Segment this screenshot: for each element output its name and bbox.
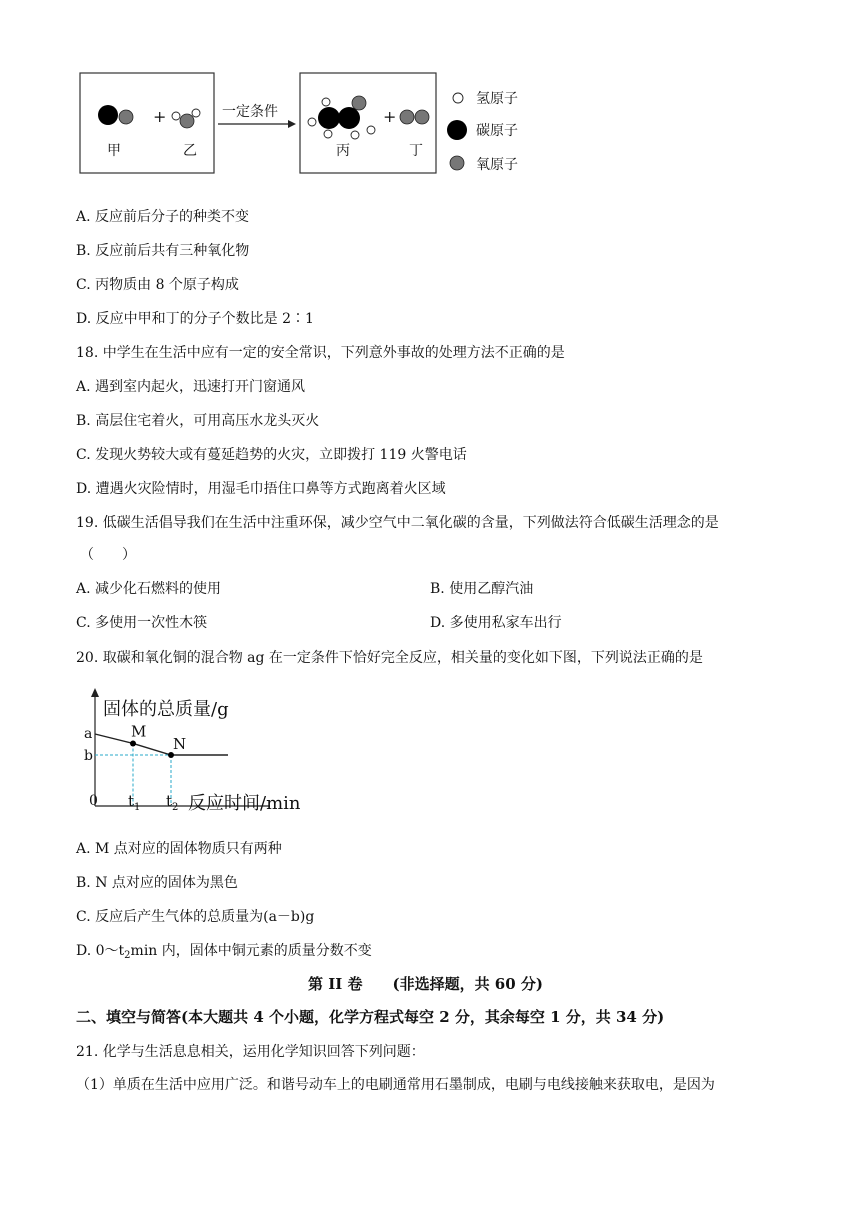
hydrogen-atom [322, 98, 330, 106]
point-m-label: M [131, 722, 147, 741]
reaction-diagram [0, 0, 860, 185]
q19-option-c: C. 多使用一次性木筷 [76, 615, 208, 631]
x-axis-label: 反应时间/min [188, 793, 301, 814]
product-c-label: 丙 [336, 143, 350, 159]
q19-option-d: D. 多使用私家车出行 [430, 615, 562, 631]
x-tick-t2: $t_2$ [166, 792, 179, 813]
mass-time-chart [0, 688, 860, 828]
plus-sign: + [383, 107, 397, 126]
oxygen-atom [119, 110, 133, 124]
q17-option-b: B. 反应前后共有三种氧化物 [76, 243, 250, 259]
reactant-a-label: 甲 [107, 143, 121, 159]
q18-option-d: D. 遭遇火灾险情时，用湿毛巾捂住口鼻等方式跑离着火区域 [76, 481, 446, 497]
q19-option-a: A. 减少化石燃料的使用 [76, 581, 222, 597]
q18-option-b: B. 高层住宅着火，可用高压水龙头灭火 [76, 413, 320, 429]
q20-option-c: C. 反应后产生气体的总质量为(a－b)g [76, 909, 315, 925]
reactant-b-label: 乙 [183, 143, 197, 159]
q18-option-a: A. 遇到室内起火，迅速打开门窗通风 [76, 379, 306, 395]
oxygen-atom [180, 114, 194, 128]
carbon-atom [318, 107, 340, 129]
q20-option-a: A. M 点对应的固体物质只有两种 [76, 841, 282, 857]
q20-option-d-prefix: D. 0～t [76, 943, 125, 959]
carbon-atom [338, 107, 360, 129]
legend-hydrogen-icon [453, 93, 463, 103]
y-axis-label: 固体的总质量/g [103, 699, 229, 720]
legend-carbon-icon [447, 120, 467, 140]
legend-oxygen-icon [450, 156, 464, 170]
legend-oxygen-label: 氧原子 [476, 157, 518, 173]
q20-stem: 20. 取碳和氧化铜的混合物 ag 在一定条件下恰好完全反应，相关量的变化如下图，下列说法正确的是 [76, 650, 703, 666]
point-n-label: N [173, 735, 187, 753]
q19-answer-paren: （ ） [80, 547, 136, 563]
q18-option-c: C. 发现火势较大或有蔓延趋势的火灾，立即拨打 119 火警电话 [76, 447, 467, 463]
q18-stem: 18. 中学生在生活中应有一定的安全常识，下列意外事故的处理方法不正确的是 [76, 345, 565, 361]
oxygen-atom [352, 96, 366, 110]
q20-option-d-sub: 2 [124, 950, 131, 961]
oxygen-atom [400, 110, 414, 124]
legend-hydrogen-label: 氢原子 [476, 91, 518, 107]
legend-carbon-label: 碳原子 [476, 123, 518, 139]
product-d-label: 丁 [409, 143, 423, 159]
y-axis-arrow [91, 688, 99, 697]
hydrogen-atom [367, 126, 375, 134]
q17-option-d: D. 反应中甲和丁的分子个数比是 2∶1 [76, 311, 314, 327]
oxygen-atom [415, 110, 429, 124]
q21-stem: 21. 化学与生活息息相关，运用化学知识回答下列问题： [76, 1044, 425, 1060]
origin-label: 0 [89, 793, 98, 809]
arrow-head [288, 120, 296, 128]
q20-option-b: B. N 点对应的固体为黑色 [76, 875, 238, 891]
series-line [95, 734, 228, 755]
section-2-title: 第 II 卷 (非选择题，共 60 分) [308, 975, 543, 993]
q17-option-c: C. 丙物质由 8 个原子构成 [76, 277, 239, 293]
x-tick-t1: $t_1$ [128, 792, 141, 813]
condition-label: 一定条件 [222, 104, 278, 120]
q17-option-a: A. 反应前后分子的种类不变 [76, 209, 250, 225]
hydrogen-atom [324, 130, 332, 138]
q19-option-b: B. 使用乙醇汽油 [430, 581, 534, 597]
carbon-atom [98, 105, 118, 125]
y-tick-b: b [84, 748, 93, 764]
plus-sign: + [153, 107, 167, 126]
section-2-heading: 二、填空与简答(本大题共 4 个小题，化学方程式每空 2 分，其余每空 1 分，共 34 分) [76, 1008, 665, 1026]
hydrogen-atom [351, 131, 359, 139]
q19-stem: 19. 低碳生活倡导我们在生活中注重环保，减少空气中二氧化碳的含量，下列做法符合低碳生活理念的是 [76, 515, 719, 531]
hydrogen-atom [308, 118, 316, 126]
hydrogen-atom [192, 109, 200, 117]
y-tick-a: a [84, 726, 93, 742]
q20-option-d [76, 942, 372, 965]
q20-option-d-suffix: min 内，固体中铜元素的质量分数不变 [130, 943, 372, 959]
point-m [130, 740, 136, 746]
hydrogen-atom [172, 112, 180, 120]
q21-sub1: （1）单质在生活中应用广泛。和谐号动车上的电刷通常用石墨制成，电刷与电线接触来获取电，是因为 [76, 1077, 715, 1093]
